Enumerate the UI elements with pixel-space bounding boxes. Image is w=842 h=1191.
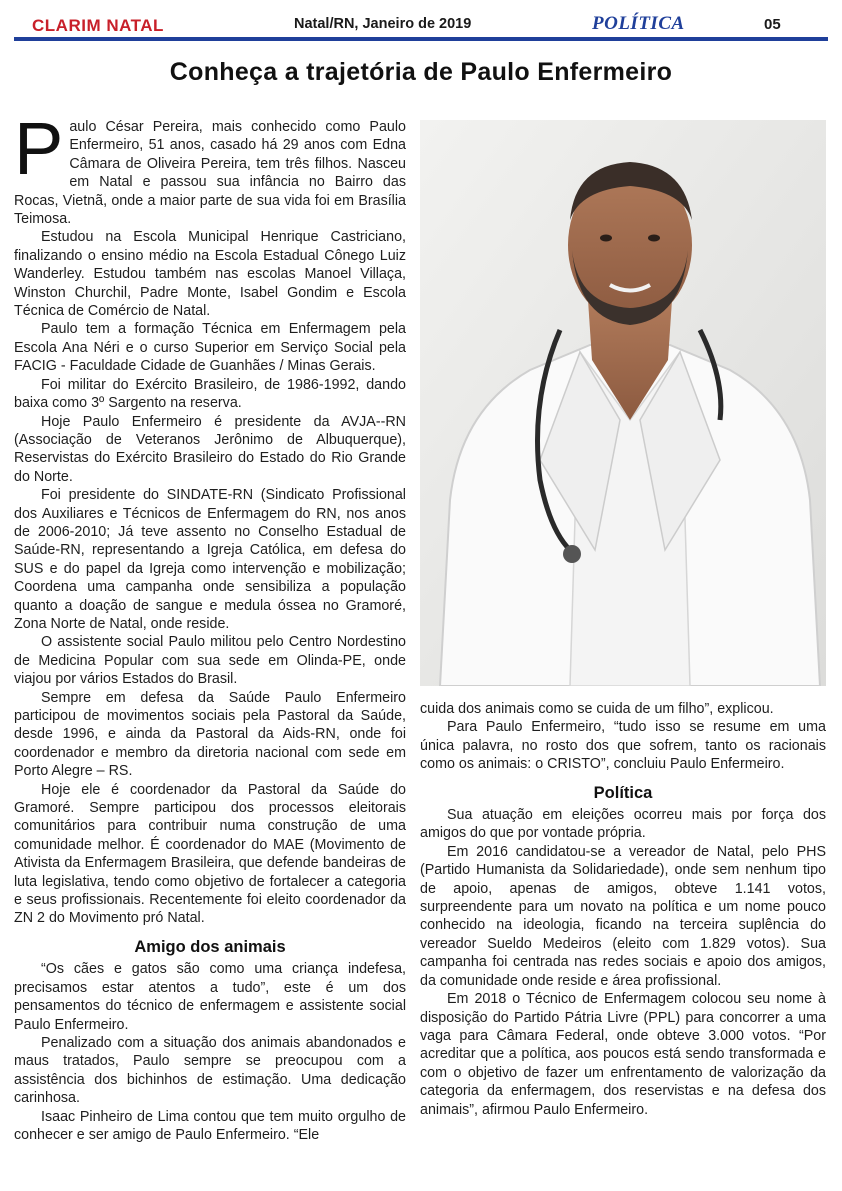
body-paragraph: Foi presidente do SINDATE-RN (Sindicato Profissional dos Auxiliares e Técnicos de Enfermagem do RN, nos anos de 2006-2010; Já teve assento no Conselho Estadual de Saúde-RN, representando a Igreja Católica, em defesa do SUS e do papel da Igreja como intervenção e mobilização; Coordena uma campanha onde sensibiliza a população quanto a doação de sangue e medula óssea no Gramoré, Zona Norte de Natal, onde reside. (14, 487, 406, 632)
body-paragraph: Penalizado com a situação dos animais abandonados e maus tratados, Paulo sempre se preocupou com a assistência dos bichinhos de estimação. Uma dedicação carinhosa. (14, 1034, 406, 1107)
date-line: Natal/RN, Janeiro de 2019 (294, 16, 472, 32)
drop-cap: P (14, 107, 64, 190)
lead-paragraph (14, 107, 406, 228)
subhead-animals: Amigo dos animais (134, 937, 286, 956)
page-number: 05 (764, 16, 781, 33)
newspaper-name: CLARIM NATAL (32, 16, 164, 35)
lead-text: aulo César Pereira, mais conhecido como Paulo Enfermeiro, 51 anos, casado há 29 anos com Edna Câmara de Oliveira Pereira, tem três filhos. Nasceu em Natal e passou sua infância no Bairro das Rocas, Vietnã, onde a maior parte de sua vida foi em Brasília Teimosa. (14, 119, 406, 228)
article-headline: Conheça a trajetória de Paulo Enfermeiro (169, 58, 673, 86)
header-divider (14, 37, 828, 41)
body-paragraph: Estudou na Escola Municipal Henrique Castriciano, finalizando o ensino médio na Escola Estadual Cônego Luiz Wanderley. Estudou também nas escolas Manoel Villaça, Winston Churchil, Padre Monte, Isabel Gondim e Escola Técnica de Comércio de Natal. (14, 229, 406, 320)
subhead-politics: Política (593, 783, 653, 802)
body-paragraph: Hoje Paulo Enfermeiro é presidente da AVJA--RN (Associação de Veteranos Jerônimo de Albuquerque), Reservistas do Exército Brasileiro do Estado do Rio Grande do Norte. (14, 413, 406, 485)
body-paragraph: “Os cães e gatos são como uma criança indefesa, precisamos estar atentos a tudo”, este é um dos pensamentos do técnico de enfermagem e assistente social Paulo Enfermeiro. (14, 961, 406, 1033)
body-paragraph: Hoje ele é coordenador da Pastoral da Saúde do Gramoré. Sempre participou dos processos eleitorais comunitários para contribuir numa construção de uma comunidade melhor. É coordenador do MAE (Movimento de Ativista da Enfermagem Brasileira, que defende bandeiras de luta legislativa, tendo como objetivo de fortalecer a categoria e seus profissionais. Recentemente foi eleito coordenador da ZN 2 do Movimento pró Natal. (14, 781, 406, 927)
body-paragraph: Para Paulo Enfermeiro, “tudo isso se resume em uma única palavra, no rosto dos que sofrem, tanto os racionais como os animais: o CRISTO”, concluiu Paulo Enfermeiro. (420, 719, 826, 773)
portrait-photo (420, 120, 826, 686)
body-paragraph: Isaac Pinheiro de Lima contou que tem muito orgulho de conhecer e ser amigo de Paulo Enfermeiro. “Ele (14, 1108, 406, 1143)
left-column (14, 107, 406, 1144)
body-paragraph: Paulo tem a formação Técnica em Enfermagem pela Escola Ana Néri e o curso Superior em Serviço Social pela FACIG - Faculdade Cidade de Guanhães / Minas Gerais. (14, 321, 406, 375)
right-column (420, 700, 826, 1119)
body-paragraph: Em 2018 o Técnico de Enfermagem colocou seu nome à disposição do Partido Pátria Livre (PPL) para concorrer a uma vaga para Câmara Federal, onde obteve 3.000 votos. “Por acreditar que a política, aos poucos está sendo transformada e com o objetivo de fazer um enfrentamento de valorização da categoria da enfermagem, dos reservistas e na defesa dos animais”, afirmou Paulo Enfermeiro. (420, 991, 826, 1118)
body-paragraph: Foi militar do Exército Brasileiro, de 1986-1992, dando baixa como 3º Sargento na reserva. (14, 376, 406, 412)
body-paragraph: Sempre em defesa da Saúde Paulo Enfermeiro participou de movimentos sociais pela Pastoral da Saúde, desde 1996, e ainda da Pastoral da Aids-RN, onde foi coordenador e membro da diretoria nacional com sede em Porto Alegre – RS. (14, 689, 406, 780)
portrait-icon (420, 120, 826, 686)
body-paragraph: Em 2016 candidatou-se a vereador de Natal, pelo PHS (Partido Humanista da Solidariedade), onde sem nenhum tipo de apoio, apenas de amigos, obteve 1.141 votos, surpreendente para um novato na política e um nome pouco conhecido na ideologia, ficando na terceira suplência do vereador Sueldo Medeiros (eleito com 1.829 votos). Sua campanha foi centrada nas redes sociais e apoio dos amigos, da comunidade onde reside e área profissional. (420, 843, 826, 989)
continued-paragraph: cuida dos animais como se cuida de um filho”, explicou. (420, 701, 774, 717)
body-paragraph: Sua atuação em eleições ocorreu mais por força dos amigos do que por vontade própria. (420, 807, 826, 842)
section-name: POLÍTICA (592, 13, 685, 34)
body-paragraph: O assistente social Paulo militou pelo Centro Nordestino de Medicina Popular com sua sede em Olinda-PE, onde viajou por vários Estados do Brasil. (14, 634, 406, 688)
